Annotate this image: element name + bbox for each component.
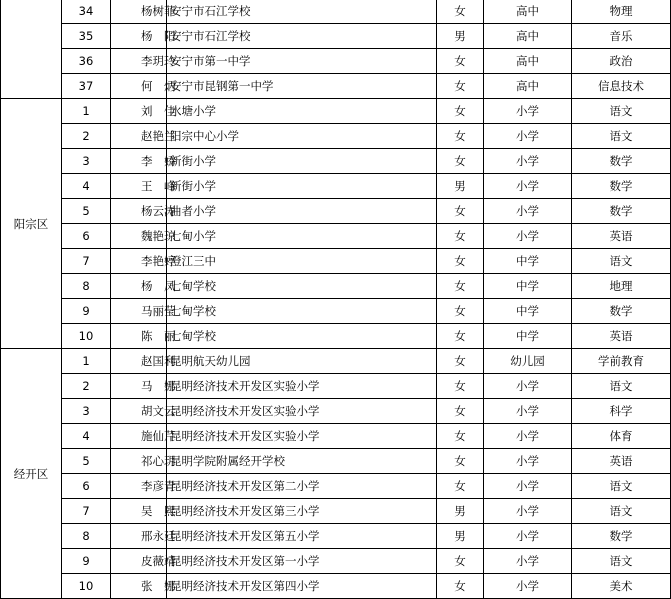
cell-school: 曲者小学 <box>167 199 437 224</box>
table-row <box>1 49 671 74</box>
table-row <box>1 474 671 499</box>
cell-number: 34 <box>62 0 111 24</box>
cell-school: 七甸学校 <box>167 299 437 324</box>
table-row <box>1 424 671 449</box>
table-row <box>1 549 671 574</box>
cell-name: 张 娜 <box>111 574 167 599</box>
cell-number: 2 <box>62 374 111 399</box>
cell-name: 陈 丽 <box>111 324 167 349</box>
cell-subject: 语文 <box>572 249 671 274</box>
cell-level: 小学 <box>484 474 572 499</box>
cell-subject: 数学 <box>572 174 671 199</box>
table-row <box>1 74 671 99</box>
cell-subject: 音乐 <box>572 24 671 49</box>
cell-level: 小学 <box>484 224 572 249</box>
table-row <box>1 149 671 174</box>
cell-gender: 男 <box>437 524 484 549</box>
cell-gender: 女 <box>437 49 484 74</box>
cell-level: 小学 <box>484 574 572 599</box>
cell-level: 中学 <box>484 299 572 324</box>
cell-number: 1 <box>62 99 111 124</box>
cell-number: 7 <box>62 249 111 274</box>
cell-subject: 英语 <box>572 324 671 349</box>
cell-name: 李 娇 <box>111 149 167 174</box>
cell-number: 8 <box>62 274 111 299</box>
table-row <box>1 224 671 249</box>
cell-gender: 女 <box>437 474 484 499</box>
cell-number: 3 <box>62 399 111 424</box>
cell-gender: 女 <box>437 74 484 99</box>
cell-subject: 物理 <box>572 0 671 24</box>
cell-level: 小学 <box>484 549 572 574</box>
table-row <box>1 524 671 549</box>
cell-level: 小学 <box>484 174 572 199</box>
cell-number: 3 <box>62 149 111 174</box>
table-row <box>1 99 671 124</box>
cell-name: 施仙芹 <box>111 424 167 449</box>
cell-name: 刘 佳 <box>111 99 167 124</box>
cell-level: 幼儿园 <box>484 349 572 374</box>
cell-gender: 男 <box>437 499 484 524</box>
cell-number: 9 <box>62 549 111 574</box>
cell-subject: 政治 <box>572 49 671 74</box>
cell-name: 李玥玲 <box>111 49 167 74</box>
cell-subject: 语文 <box>572 99 671 124</box>
roster-body <box>1 0 671 599</box>
region-cell: 经开区 <box>1 349 62 599</box>
cell-subject: 英语 <box>572 449 671 474</box>
cell-name: 杨 阳 <box>111 24 167 49</box>
table-row <box>1 349 671 374</box>
cell-gender: 女 <box>437 0 484 24</box>
cell-name: 李艳婷 <box>111 249 167 274</box>
cell-number: 5 <box>62 449 111 474</box>
cell-number: 2 <box>62 124 111 149</box>
cell-gender: 女 <box>437 374 484 399</box>
cell-gender: 女 <box>437 324 484 349</box>
cell-number: 10 <box>62 574 111 599</box>
cell-subject: 数学 <box>572 524 671 549</box>
table-row <box>1 299 671 324</box>
cell-name: 皮薇靖 <box>111 549 167 574</box>
cell-number: 9 <box>62 299 111 324</box>
cell-school: 昆明经济技术开发区第五小学 <box>167 524 437 549</box>
cell-name: 邢永廷 <box>111 524 167 549</box>
cell-level: 小学 <box>484 449 572 474</box>
cell-name: 赵国利 <box>111 349 167 374</box>
cell-gender: 女 <box>437 149 484 174</box>
cell-name: 李彦青 <box>111 474 167 499</box>
cell-school: 安宁市石江学校 <box>167 0 437 24</box>
table-row <box>1 249 671 274</box>
cell-gender: 女 <box>437 274 484 299</box>
cell-school: 昆明航天幼儿园 <box>167 349 437 374</box>
cell-level: 小学 <box>484 524 572 549</box>
cell-subject: 科学 <box>572 399 671 424</box>
table-row <box>1 24 671 49</box>
cell-school: 安宁市第一中学 <box>167 49 437 74</box>
cell-school: 昆明经济技术开发区实验小学 <box>167 374 437 399</box>
cell-level: 中学 <box>484 249 572 274</box>
cell-name: 杨云涛 <box>111 199 167 224</box>
cell-school: 七甸小学 <box>167 224 437 249</box>
cell-gender: 女 <box>437 124 484 149</box>
table-row <box>1 449 671 474</box>
cell-level: 小学 <box>484 124 572 149</box>
cell-subject: 数学 <box>572 199 671 224</box>
cell-number: 6 <box>62 224 111 249</box>
table-row <box>1 174 671 199</box>
cell-level: 高中 <box>484 74 572 99</box>
cell-number: 5 <box>62 199 111 224</box>
cell-gender: 女 <box>437 299 484 324</box>
cell-subject: 英语 <box>572 224 671 249</box>
cell-school: 昆明经济技术开发区第三小学 <box>167 499 437 524</box>
cell-level: 高中 <box>484 0 572 24</box>
cell-school: 昆明经济技术开发区第四小学 <box>167 574 437 599</box>
table-row <box>1 374 671 399</box>
cell-level: 高中 <box>484 24 572 49</box>
cell-name: 王 峰 <box>111 174 167 199</box>
cell-level: 中学 <box>484 324 572 349</box>
table-row <box>1 199 671 224</box>
table-row <box>1 574 671 599</box>
region-cell <box>1 0 62 99</box>
cell-level: 小学 <box>484 424 572 449</box>
cell-level: 中学 <box>484 274 572 299</box>
cell-level: 小学 <box>484 149 572 174</box>
cell-gender: 女 <box>437 349 484 374</box>
cell-name: 杨 凤 <box>111 274 167 299</box>
cell-subject: 体育 <box>572 424 671 449</box>
cell-number: 37 <box>62 74 111 99</box>
cell-school: 新街小学 <box>167 149 437 174</box>
table-row <box>1 0 671 24</box>
cell-school: 七甸学校 <box>167 274 437 299</box>
cell-level: 高中 <box>484 49 572 74</box>
cell-name: 吴 熙 <box>111 499 167 524</box>
cell-number: 4 <box>62 424 111 449</box>
cell-number: 36 <box>62 49 111 74</box>
cell-gender: 女 <box>437 574 484 599</box>
cell-gender: 女 <box>437 449 484 474</box>
cell-school: 阳宗中心小学 <box>167 124 437 149</box>
cell-gender: 女 <box>437 399 484 424</box>
cell-subject: 数学 <box>572 149 671 174</box>
cell-school: 昆明经济技术开发区实验小学 <box>167 424 437 449</box>
cell-subject: 语文 <box>572 549 671 574</box>
cell-gender: 男 <box>437 174 484 199</box>
cell-level: 小学 <box>484 399 572 424</box>
cell-number: 4 <box>62 174 111 199</box>
cell-school: 昆明经济技术开发区第一小学 <box>167 549 437 574</box>
cell-school: 水塘小学 <box>167 99 437 124</box>
cell-school: 昆明经济技术开发区第二小学 <box>167 474 437 499</box>
table-row <box>1 324 671 349</box>
cell-school: 澄江三中 <box>167 249 437 274</box>
cell-level: 小学 <box>484 374 572 399</box>
cell-level: 小学 <box>484 99 572 124</box>
cell-school: 昆明经济技术开发区实验小学 <box>167 399 437 424</box>
table-row <box>1 399 671 424</box>
table-row <box>1 124 671 149</box>
cell-gender: 女 <box>437 249 484 274</box>
cell-number: 7 <box>62 499 111 524</box>
cell-number: 35 <box>62 24 111 49</box>
cell-gender: 女 <box>437 99 484 124</box>
cell-name: 何 炳 <box>111 74 167 99</box>
cell-school: 新街小学 <box>167 174 437 199</box>
cell-gender: 女 <box>437 224 484 249</box>
cell-number: 1 <box>62 349 111 374</box>
cell-name: 杨树菲 <box>111 0 167 24</box>
region-cell: 阳宗区 <box>1 99 62 349</box>
cell-subject: 语文 <box>572 499 671 524</box>
cell-name: 赵艳兰 <box>111 124 167 149</box>
cell-gender: 女 <box>437 549 484 574</box>
cell-subject: 语文 <box>572 374 671 399</box>
table-row <box>1 499 671 524</box>
cell-subject: 语文 <box>572 124 671 149</box>
cell-school: 七甸学校 <box>167 324 437 349</box>
table-row <box>1 274 671 299</box>
cell-level: 小学 <box>484 499 572 524</box>
cell-name: 马 娜 <box>111 374 167 399</box>
cell-school: 昆明学院附属经开学校 <box>167 449 437 474</box>
cell-name: 魏艳琼 <box>111 224 167 249</box>
cell-number: 8 <box>62 524 111 549</box>
cell-level: 小学 <box>484 199 572 224</box>
cell-number: 6 <box>62 474 111 499</box>
cell-subject: 数学 <box>572 299 671 324</box>
cell-school: 安宁市石江学校 <box>167 24 437 49</box>
cell-subject: 学前教育 <box>572 349 671 374</box>
cell-number: 10 <box>62 324 111 349</box>
cell-gender: 女 <box>437 424 484 449</box>
cell-subject: 地理 <box>572 274 671 299</box>
cell-subject: 信息技术 <box>572 74 671 99</box>
cell-school: 安宁市昆钢第一中学 <box>167 74 437 99</box>
cell-gender: 男 <box>437 24 484 49</box>
cell-name: 祁心玥 <box>111 449 167 474</box>
cell-name: 胡文云 <box>111 399 167 424</box>
cell-name: 马丽莹 <box>111 299 167 324</box>
cell-subject: 语文 <box>572 474 671 499</box>
cell-subject: 美术 <box>572 574 671 599</box>
cell-gender: 女 <box>437 199 484 224</box>
